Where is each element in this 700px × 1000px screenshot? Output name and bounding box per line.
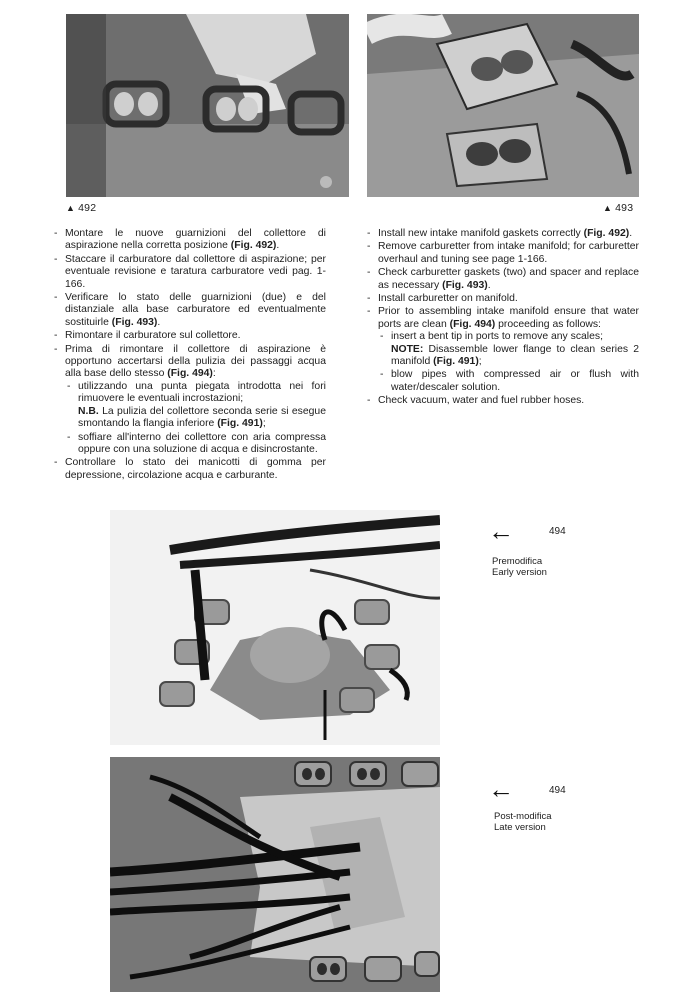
italian-instructions [52,228,326,483]
sub-list-item: - utilizzando una punta piegata introdotta nei fori rimuovere le eventuali incrostazioni; N.B. La pulizia del collettore seconda serie si esegue smontando la flangia inferiore (Fig. 491); [65,381,326,431]
sub-list-item: - soffiare all'interno dei collettore con aria compressa oppure con una soluzione di acqua e disincrostante. [65,432,326,457]
list-item: - Install carburetter on manifold. [365,293,639,305]
intake-manifold-late-photo [110,757,440,992]
arrow-left-icon: ← [488,516,514,546]
label-english: Early version [492,567,547,578]
label-italian: Premodifica [492,556,543,567]
intake-manifold-early-photo [110,510,440,745]
list-item: - Check vacuum, water and fuel rubber hoses. [365,395,639,407]
photo-fig-494-early [110,510,440,745]
sub-list-item: - insert a bent tip in ports to remove any scales; NOTE: Disassemble lower flange to clean series 2 manifold (Fig. 491); [378,331,639,368]
fig-number: 493 [615,202,634,214]
engine-intake-ports-photo [66,14,349,197]
fig-number-494-early: 494 [549,526,566,537]
label-italian: Post-modifica [494,811,552,822]
list-item: - Prima di rimontare il collettore di aspirazione è opportuno accertarsi della pulizia dei passaggi acqua alla base dello stesso (Fig. 494): - utilizzando una punta piegata introdotta nei fori rimuovere le eventuali incrostazioni; N.B. La pulizia del collettore seconda serie si esegue smontando la flangia inferiore (Fig. 491); - soffiare all'interno dei collettore con aria compressa oppure con una soluzione di acqua e disincrostante. [52,344,326,457]
list-item: - Staccare il carburatore dal collettore di aspirazione; per eventuale revisione e taratura carburatore vedi pag. 1-166. [52,254,326,291]
list-item: - Verificare lo stato delle guarnizioni (due) e del distanziale alla base carburatore ed eventualmente sostituirle (Fig. 493). [52,292,326,329]
triangle-up-icon: ▲ [66,203,76,213]
fig-number-494-late: 494 [549,785,566,796]
carburetter-spacer-photo [367,14,639,197]
sub-list-item: - blow pipes with compressed air or flush with water/descaler solution. [378,369,639,394]
list-item: - Remove carburetter from intake manifold; for carburetter overhaul and tuning see page 1-166. [365,241,639,266]
caption-fig-493 [603,202,633,214]
photo-fig-492 [66,14,349,197]
caption-fig-492 [66,202,96,214]
fig-number: 492 [78,202,97,214]
version-label-late [494,811,552,833]
photo-fig-494-late [110,757,440,992]
list-item: - Prior to assembling intake manifold ensure that water ports are clean (Fig. 494) proceeding as follows: - insert a bent tip in ports to remove any scales; NOTE: Disassemble lower flange to clean series 2 manifold (Fig. 491); - blow pipes with compressed air or flush with water/descaler solution. [365,306,639,394]
photo-fig-493 [367,14,639,197]
list-item: - Install new intake manifold gaskets correctly (Fig. 492). [365,228,639,240]
list-item: - Check carburetter gaskets (two) and spacer and replace as necessary (Fig. 493). [365,267,639,292]
arrow-left-icon: ← [488,774,514,804]
english-instructions [365,228,639,409]
label-english: Late version [494,822,546,833]
version-label-early [492,556,547,578]
list-item: - Controllare lo stato dei manicotti di gomma per depressione, circolazione acqua e carburante. [52,457,326,482]
triangle-up-icon: ▲ [603,203,613,213]
list-item: - Rimontare il carburatore sul collettore. [52,330,326,342]
list-item: - Montare le nuove guarnizioni del collettore di aspirazione nella corretta posizione (Fig. 492). [52,228,326,253]
